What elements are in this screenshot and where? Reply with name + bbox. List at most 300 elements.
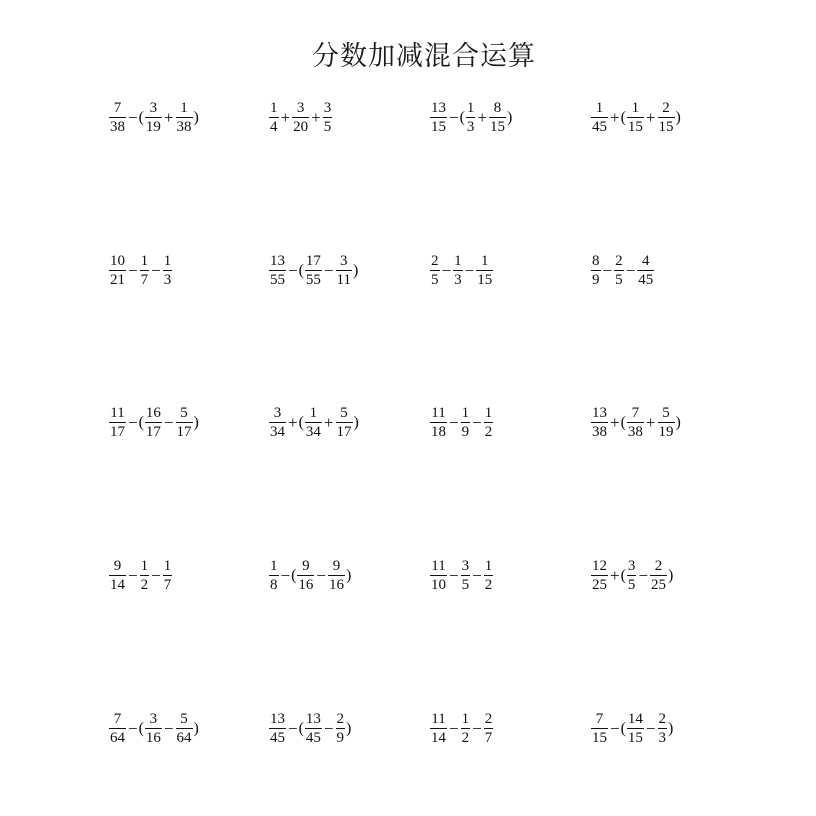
fraction-denominator: 19 bbox=[145, 119, 161, 135]
close-paren: ) bbox=[193, 414, 199, 431]
fraction-denominator: 55 bbox=[270, 272, 285, 288]
fraction-numerator: 7 bbox=[113, 711, 122, 727]
fraction-denominator: 7 bbox=[140, 272, 149, 288]
fraction bbox=[109, 559, 126, 593]
minus-sign: − bbox=[638, 566, 649, 585]
fraction bbox=[269, 101, 279, 135]
fraction-denominator: 3 bbox=[163, 272, 172, 288]
fraction-bar bbox=[269, 117, 279, 118]
plus-sign: + bbox=[610, 566, 620, 585]
fraction-bar bbox=[109, 728, 126, 729]
problem-expression bbox=[108, 88, 199, 148]
fraction-denominator: 38 bbox=[176, 119, 192, 135]
fraction-numerator: 14 bbox=[627, 711, 643, 727]
fraction-denominator: 3 bbox=[658, 730, 667, 746]
minus-sign: − bbox=[449, 566, 459, 585]
fraction-bar bbox=[484, 575, 494, 576]
open-paren: ( bbox=[138, 720, 144, 737]
close-paren: ) bbox=[193, 720, 199, 737]
fraction-denominator: 17 bbox=[110, 424, 125, 440]
problem-expression bbox=[108, 393, 199, 453]
fraction bbox=[297, 559, 314, 593]
fraction-bar bbox=[637, 270, 654, 271]
fraction bbox=[430, 712, 447, 746]
fraction-bar bbox=[140, 270, 150, 271]
open-paren: ( bbox=[291, 567, 297, 584]
problem-expression bbox=[429, 88, 512, 148]
fraction-numerator: 1 bbox=[461, 711, 470, 727]
fraction-denominator: 15 bbox=[490, 119, 506, 135]
fraction-numerator: 1 bbox=[595, 100, 604, 116]
fraction-denominator: 2 bbox=[140, 577, 149, 593]
problem-expression bbox=[108, 241, 173, 301]
fraction-bar bbox=[614, 270, 624, 271]
fraction-bar bbox=[305, 270, 322, 271]
fraction-denominator: 20 bbox=[293, 119, 309, 135]
fraction-denominator: 11 bbox=[336, 272, 351, 288]
fraction bbox=[305, 406, 322, 440]
fraction bbox=[484, 406, 494, 440]
minus-sign: − bbox=[128, 719, 138, 738]
fraction-denominator: 5 bbox=[431, 272, 439, 288]
open-paren: ( bbox=[620, 720, 626, 737]
open-paren: ( bbox=[620, 109, 626, 126]
fraction-bar bbox=[466, 117, 476, 118]
fraction-denominator: 45 bbox=[305, 730, 321, 746]
fraction-denominator: 38 bbox=[627, 424, 643, 440]
fraction bbox=[305, 712, 322, 746]
fraction bbox=[145, 406, 162, 440]
fraction bbox=[627, 406, 644, 440]
minus-sign: − bbox=[472, 566, 482, 585]
fraction-numerator: 1 bbox=[484, 558, 493, 574]
fraction-bar bbox=[176, 117, 193, 118]
fraction-bar bbox=[269, 422, 286, 423]
problem-row bbox=[0, 88, 816, 148]
fraction-bar bbox=[591, 575, 608, 576]
fraction-bar bbox=[109, 575, 126, 576]
fraction-numerator: 2 bbox=[484, 711, 493, 727]
plus-sign: + bbox=[645, 413, 656, 432]
fraction-bar bbox=[297, 575, 314, 576]
minus-sign: − bbox=[602, 261, 613, 280]
fraction-bar bbox=[176, 728, 193, 729]
fraction-numerator: 11 bbox=[431, 558, 446, 574]
minus-sign: − bbox=[128, 413, 138, 432]
fraction-numerator: 13 bbox=[592, 405, 607, 421]
fraction-bar bbox=[109, 270, 126, 271]
fraction-denominator: 45 bbox=[592, 119, 607, 135]
fraction-bar bbox=[591, 117, 608, 118]
fraction-numerator: 11 bbox=[110, 405, 125, 421]
minus-sign: − bbox=[288, 719, 298, 738]
close-paren: ) bbox=[668, 720, 674, 737]
problem-expression bbox=[268, 241, 358, 301]
fraction bbox=[109, 101, 126, 135]
fraction bbox=[269, 406, 286, 440]
problem-expression bbox=[590, 393, 681, 453]
fraction-numerator: 1 bbox=[631, 100, 640, 116]
minus-sign: − bbox=[441, 261, 452, 280]
fraction bbox=[292, 101, 309, 135]
fraction bbox=[591, 712, 608, 746]
fraction-bar bbox=[627, 117, 644, 118]
minus-sign: − bbox=[151, 566, 161, 585]
open-paren: ( bbox=[138, 414, 144, 431]
close-paren: ) bbox=[352, 262, 359, 279]
fraction-numerator: 1 bbox=[163, 558, 172, 574]
fraction bbox=[176, 406, 193, 440]
worksheet-title: 分数加减混合运算 bbox=[312, 41, 536, 72]
close-paren: ) bbox=[507, 109, 513, 126]
fraction-denominator: 16 bbox=[145, 730, 161, 746]
fraction-bar bbox=[145, 422, 162, 423]
fraction-bar bbox=[627, 728, 644, 729]
problem-row bbox=[0, 699, 816, 759]
fraction-bar bbox=[453, 270, 463, 271]
fraction-denominator: 17 bbox=[336, 424, 352, 440]
fraction-bar bbox=[336, 728, 346, 729]
fraction-numerator: 3 bbox=[149, 100, 158, 116]
fraction-denominator: 16 bbox=[329, 577, 345, 593]
close-paren: ) bbox=[675, 414, 681, 431]
fraction bbox=[591, 559, 608, 593]
fraction-numerator: 1 bbox=[180, 100, 188, 116]
fraction-numerator: 1 bbox=[140, 558, 149, 574]
problem-expression bbox=[429, 699, 494, 759]
fraction-denominator: 25 bbox=[592, 577, 607, 593]
fraction-numerator: 1 bbox=[309, 405, 318, 421]
fraction bbox=[591, 101, 608, 135]
fraction-bar bbox=[305, 422, 322, 423]
fraction-bar bbox=[489, 117, 506, 118]
fraction-numerator: 3 bbox=[339, 253, 348, 269]
fraction-numerator: 2 bbox=[431, 253, 439, 269]
fraction-bar bbox=[323, 117, 333, 118]
fraction-numerator: 5 bbox=[180, 711, 188, 727]
fraction bbox=[461, 559, 471, 593]
fraction-numerator: 9 bbox=[332, 558, 341, 574]
fraction bbox=[489, 101, 506, 135]
minus-sign: − bbox=[449, 413, 459, 432]
fraction-denominator: 3 bbox=[466, 119, 475, 135]
fraction-numerator: 2 bbox=[615, 253, 623, 269]
plus-sign: + bbox=[280, 108, 291, 127]
fraction-bar bbox=[336, 422, 353, 423]
fraction-denominator: 34 bbox=[305, 424, 321, 440]
plus-sign: + bbox=[311, 108, 321, 127]
fraction bbox=[591, 254, 601, 288]
fraction bbox=[627, 101, 644, 135]
open-paren: ( bbox=[459, 109, 465, 126]
fraction-denominator: 15 bbox=[627, 730, 643, 746]
fraction-bar bbox=[484, 422, 494, 423]
fraction bbox=[476, 254, 493, 288]
fraction-numerator: 1 bbox=[163, 253, 172, 269]
fraction-denominator: 7 bbox=[163, 577, 172, 593]
problem-expression bbox=[590, 241, 655, 301]
fraction-bar bbox=[269, 728, 286, 729]
fraction-bar bbox=[292, 117, 309, 118]
fraction-denominator: 38 bbox=[592, 424, 607, 440]
fraction-bar bbox=[627, 575, 637, 576]
minus-sign: − bbox=[316, 566, 327, 585]
fraction-numerator: 1 bbox=[454, 253, 462, 269]
minus-sign: − bbox=[128, 566, 138, 585]
fraction-numerator: 2 bbox=[336, 711, 345, 727]
fraction-numerator: 3 bbox=[273, 405, 282, 421]
minus-sign: − bbox=[288, 261, 298, 280]
fraction-numerator: 9 bbox=[302, 558, 310, 574]
fraction-bar bbox=[430, 270, 440, 271]
fraction-denominator: 5 bbox=[461, 577, 470, 593]
problem-row bbox=[0, 546, 816, 606]
fraction-denominator: 15 bbox=[592, 730, 607, 746]
fraction-numerator: 13 bbox=[305, 711, 321, 727]
fraction-denominator: 9 bbox=[336, 730, 345, 746]
problem-expression bbox=[429, 546, 494, 606]
fraction-numerator: 5 bbox=[340, 405, 348, 421]
plus-sign: + bbox=[610, 413, 620, 432]
fraction-numerator: 1 bbox=[480, 253, 489, 269]
fraction-denominator: 17 bbox=[145, 424, 161, 440]
fraction-numerator: 8 bbox=[592, 253, 600, 269]
fraction-denominator: 14 bbox=[110, 577, 125, 593]
fraction-bar bbox=[484, 728, 494, 729]
fraction-numerator: 8 bbox=[493, 100, 502, 116]
fraction-bar bbox=[328, 575, 345, 576]
plus-sign: + bbox=[645, 108, 656, 127]
fraction-numerator: 5 bbox=[662, 405, 670, 421]
fraction-numerator: 13 bbox=[431, 100, 446, 116]
close-paren: ) bbox=[668, 567, 674, 584]
fraction-bar bbox=[658, 117, 675, 118]
fraction-denominator: 19 bbox=[658, 424, 674, 440]
fraction-bar bbox=[145, 117, 162, 118]
fraction-numerator: 1 bbox=[461, 405, 470, 421]
fraction bbox=[614, 254, 624, 288]
fraction-denominator: 9 bbox=[461, 424, 470, 440]
close-paren: ) bbox=[346, 720, 352, 737]
fraction-denominator: 64 bbox=[110, 730, 125, 746]
fraction-bar bbox=[430, 575, 447, 576]
minus-sign: − bbox=[625, 261, 636, 280]
fraction-bar bbox=[336, 270, 352, 271]
fraction bbox=[269, 712, 286, 746]
fraction bbox=[637, 254, 654, 288]
fraction-denominator: 15 bbox=[477, 272, 493, 288]
fraction bbox=[627, 559, 637, 593]
close-paren: ) bbox=[675, 109, 681, 126]
fraction-bar bbox=[140, 575, 150, 576]
fraction-denominator: 25 bbox=[651, 577, 667, 593]
fraction-bar bbox=[627, 422, 644, 423]
open-paren: ( bbox=[298, 720, 304, 737]
open-paren: ( bbox=[298, 262, 304, 279]
minus-sign: − bbox=[323, 719, 334, 738]
fraction bbox=[163, 559, 173, 593]
fraction-bar bbox=[269, 270, 286, 271]
minus-sign: − bbox=[449, 719, 459, 738]
fraction bbox=[109, 254, 126, 288]
fraction-denominator: 16 bbox=[298, 577, 314, 593]
minus-sign: − bbox=[610, 719, 620, 738]
fraction bbox=[466, 101, 476, 135]
fraction-bar bbox=[658, 728, 668, 729]
fraction-denominator: 7 bbox=[484, 730, 493, 746]
fraction bbox=[484, 712, 494, 746]
problem-expression bbox=[268, 88, 333, 148]
fraction bbox=[627, 712, 644, 746]
fraction bbox=[658, 101, 675, 135]
fraction-denominator: 55 bbox=[305, 272, 321, 288]
fraction bbox=[176, 101, 193, 135]
plus-sign: + bbox=[610, 108, 620, 127]
problem-expression bbox=[590, 88, 681, 148]
plus-sign: + bbox=[163, 108, 174, 127]
fraction-bar bbox=[109, 117, 126, 118]
fraction bbox=[163, 254, 173, 288]
fraction bbox=[430, 254, 440, 288]
fraction bbox=[269, 559, 279, 593]
fraction-bar bbox=[591, 422, 608, 423]
plus-sign: + bbox=[288, 413, 298, 432]
minus-sign: − bbox=[128, 108, 138, 127]
fraction-bar bbox=[430, 117, 447, 118]
fraction-denominator: 15 bbox=[431, 119, 446, 135]
fraction-bar bbox=[591, 270, 601, 271]
plus-sign: + bbox=[477, 108, 488, 127]
fraction bbox=[176, 712, 193, 746]
problem-expression bbox=[268, 699, 351, 759]
fraction-numerator: 16 bbox=[145, 405, 161, 421]
fraction-numerator: 2 bbox=[654, 558, 663, 574]
minus-sign: − bbox=[323, 261, 334, 280]
fraction-bar bbox=[109, 422, 126, 423]
fraction-denominator: 15 bbox=[658, 119, 674, 135]
fraction-bar bbox=[430, 422, 447, 423]
fraction-denominator: 2 bbox=[461, 730, 470, 746]
fraction-bar bbox=[650, 575, 667, 576]
fraction-bar bbox=[305, 728, 322, 729]
fraction bbox=[430, 406, 447, 440]
fraction-bar bbox=[591, 728, 608, 729]
problem-expression bbox=[590, 546, 673, 606]
fraction-numerator: 7 bbox=[113, 100, 122, 116]
fraction-bar bbox=[145, 728, 162, 729]
open-paren: ( bbox=[138, 109, 144, 126]
minus-sign: − bbox=[163, 719, 174, 738]
fraction-denominator: 21 bbox=[110, 272, 125, 288]
fraction bbox=[109, 712, 126, 746]
fraction bbox=[484, 559, 494, 593]
fraction-numerator: 11 bbox=[431, 405, 446, 421]
fraction bbox=[658, 712, 668, 746]
fraction-numerator: 3 bbox=[461, 558, 470, 574]
fraction-numerator: 7 bbox=[631, 405, 640, 421]
problem-row bbox=[0, 393, 816, 453]
fraction-numerator: 7 bbox=[595, 711, 604, 727]
fraction-numerator: 1 bbox=[270, 558, 278, 574]
open-paren: ( bbox=[298, 414, 304, 431]
fraction-numerator: 2 bbox=[662, 100, 670, 116]
fraction bbox=[305, 254, 322, 288]
problem-expression bbox=[429, 241, 494, 301]
fraction-denominator: 4 bbox=[270, 119, 278, 135]
fraction-numerator: 13 bbox=[270, 253, 285, 269]
open-paren: ( bbox=[620, 567, 626, 584]
fraction-denominator: 2 bbox=[484, 424, 493, 440]
problem-expression bbox=[590, 699, 673, 759]
fraction-bar bbox=[461, 575, 471, 576]
fraction-denominator: 34 bbox=[270, 424, 285, 440]
minus-sign: − bbox=[449, 108, 459, 127]
fraction-bar bbox=[176, 422, 193, 423]
close-paren: ) bbox=[346, 567, 352, 584]
fraction-numerator: 1 bbox=[466, 100, 475, 116]
fraction-denominator: 17 bbox=[176, 424, 192, 440]
fraction-denominator: 5 bbox=[627, 577, 636, 593]
fraction bbox=[336, 254, 352, 288]
fraction bbox=[430, 101, 447, 135]
fraction bbox=[145, 101, 162, 135]
fraction-bar bbox=[430, 728, 447, 729]
open-paren: ( bbox=[620, 414, 626, 431]
fraction-numerator: 12 bbox=[592, 558, 607, 574]
fraction-numerator: 4 bbox=[641, 253, 650, 269]
fraction bbox=[453, 254, 463, 288]
fraction-bar bbox=[658, 422, 675, 423]
fraction bbox=[461, 406, 471, 440]
minus-sign: − bbox=[128, 261, 138, 280]
fraction-bar bbox=[461, 728, 471, 729]
minus-sign: − bbox=[645, 719, 656, 738]
fraction-numerator: 9 bbox=[113, 558, 122, 574]
problem-expression bbox=[268, 546, 351, 606]
fraction-denominator: 45 bbox=[638, 272, 654, 288]
problem-expression bbox=[108, 546, 173, 606]
minus-sign: − bbox=[472, 719, 482, 738]
fraction-numerator: 3 bbox=[323, 100, 332, 116]
problem-expression bbox=[108, 699, 199, 759]
fraction bbox=[336, 406, 353, 440]
fraction-denominator: 5 bbox=[615, 272, 623, 288]
fraction-numerator: 11 bbox=[431, 711, 446, 727]
fraction-numerator: 1 bbox=[270, 100, 278, 116]
fraction-denominator: 9 bbox=[592, 272, 600, 288]
minus-sign: − bbox=[163, 413, 174, 432]
fraction-denominator: 15 bbox=[627, 119, 643, 135]
fraction-numerator: 13 bbox=[270, 711, 285, 727]
fraction bbox=[430, 559, 447, 593]
fraction-denominator: 38 bbox=[110, 119, 125, 135]
fraction bbox=[658, 406, 675, 440]
fraction bbox=[461, 712, 471, 746]
minus-sign: − bbox=[464, 261, 475, 280]
fraction bbox=[328, 559, 345, 593]
fraction bbox=[323, 101, 333, 135]
fraction-denominator: 64 bbox=[176, 730, 192, 746]
fraction-denominator: 2 bbox=[484, 577, 493, 593]
close-paren: ) bbox=[193, 109, 199, 126]
fraction-denominator: 14 bbox=[431, 730, 446, 746]
fraction bbox=[650, 559, 667, 593]
fraction bbox=[336, 712, 346, 746]
fraction bbox=[140, 254, 150, 288]
fraction-numerator: 3 bbox=[296, 100, 305, 116]
fraction-denominator: 5 bbox=[323, 119, 332, 135]
fraction-numerator: 3 bbox=[149, 711, 158, 727]
